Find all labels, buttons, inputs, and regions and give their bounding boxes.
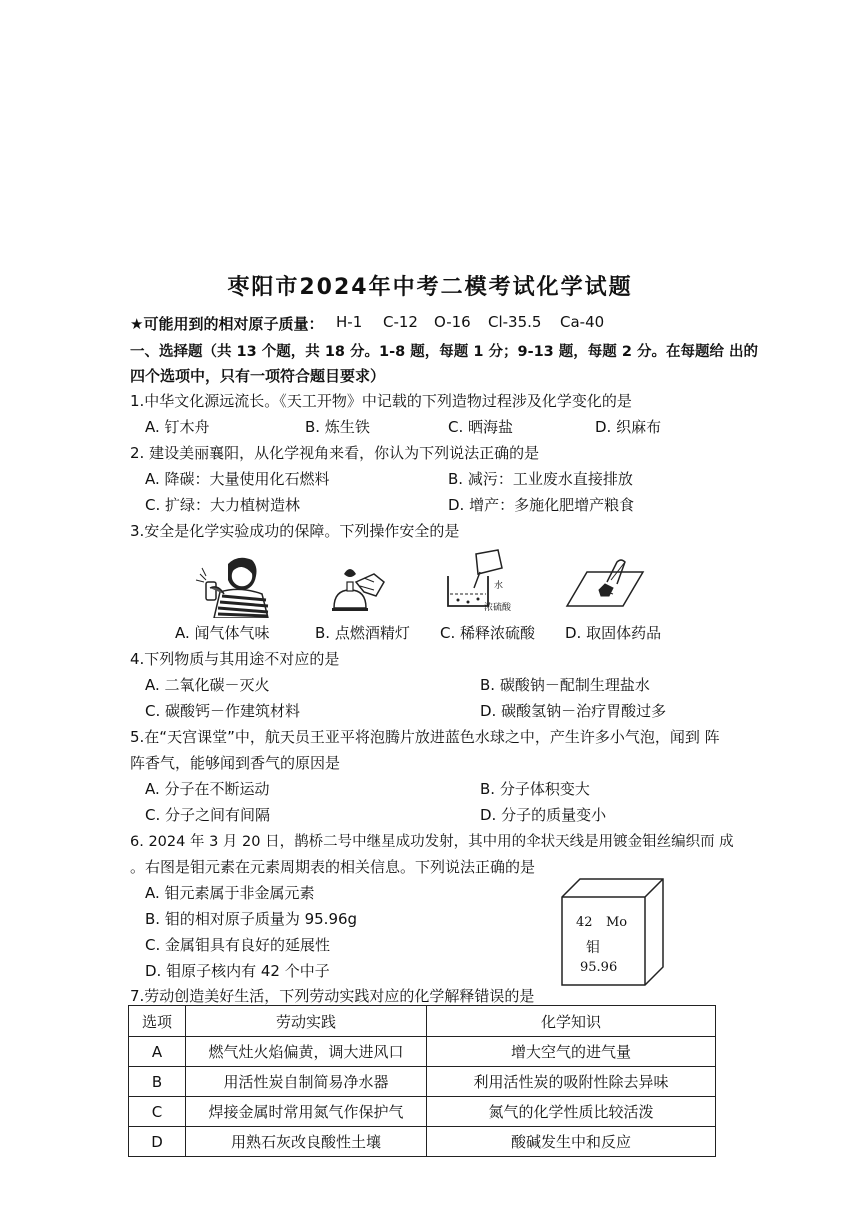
row-option: C	[129, 1097, 186, 1127]
element-name: 钼	[586, 940, 600, 956]
header-practice: 劳动实践	[186, 1006, 427, 1037]
row-knowledge: 增大空气的进气量	[427, 1037, 716, 1067]
q4-option-d: D. 碳酸氢钠－治疗胃酸过多	[480, 702, 667, 720]
q2-stem: 2. 建设美丽襄阳，从化学视角来看，你认为下列说法正确的是	[130, 444, 540, 462]
row-option: B	[129, 1067, 186, 1097]
alcohol-lamp-figure	[320, 560, 390, 616]
q3-stem: 3.安全是化学实验成功的保障。下列操作安全的是	[130, 522, 460, 540]
q3-option-c: C. 稀释浓硫酸	[440, 624, 536, 642]
q4-option-a: A. 二氧化碳－灭火	[145, 676, 270, 694]
q1-stem: 1.中华文化源远流长。《天工开物》中记载的下列造物过程涉及化学变化的是	[130, 392, 632, 410]
atomic-mass-cl: Cl-35.5	[488, 313, 542, 331]
q1-option-c: C. 晒海盐	[448, 418, 514, 436]
row-option: D	[129, 1127, 186, 1157]
atomic-mass-ca: Ca-40	[560, 313, 605, 331]
fig-label-water: 水	[494, 581, 504, 591]
atomic-mass-h: H-1	[336, 313, 363, 331]
q5-option-b: B. 分子体积变大	[480, 780, 590, 798]
atomic-mass-label: ★可能用到的相对原子质量：	[130, 315, 324, 333]
row-knowledge: 氮气的化学性质比较活泼	[427, 1097, 716, 1127]
row-option: A	[129, 1037, 186, 1067]
q5-option-c: C. 分子之间有间隔	[145, 806, 271, 824]
header-option: 选项	[129, 1006, 186, 1037]
element-number: 42	[576, 915, 593, 930]
row-knowledge: 利用活性炭的吸附性除去异味	[427, 1067, 716, 1097]
q6-stem-line2: 。右图是钼元素在元素周期表的相关信息。下列说法正确的是	[130, 858, 536, 876]
table-row	[129, 1127, 716, 1157]
atomic-mass-c: C-12	[383, 313, 418, 331]
q6-stem-line1: 6. 2024 年 3 月 20 日，鹊桥二号中继星成功发射，其中用的伞状天线是用镀金钼丝编织而 成	[130, 834, 734, 850]
q7-table	[128, 1005, 716, 1157]
exam-title: 枣阳市2024年中考二模考试化学试题	[227, 275, 633, 300]
header-knowledge: 化学知识	[427, 1006, 716, 1037]
q3-option-b: B. 点燃酒精灯	[315, 624, 410, 642]
solid-reagent-figure	[565, 556, 645, 614]
q5-stem-line1: 5.在“天宫课堂”中，航天员王亚平将泡腾片放进蓝色水球之中，产生许多小气泡，闻到 阵	[130, 728, 720, 746]
q2-option-d: D. 增产：多施化肥增产粮食	[448, 496, 635, 514]
element-symbol: Mo	[606, 915, 628, 930]
table-header-row	[129, 1006, 716, 1037]
atomic-mass-o: O-16	[434, 313, 471, 331]
q2-option-a: A. 降碳：大量使用化石燃料	[145, 470, 330, 488]
q6-option-d: D. 钼原子核内有 42 个中子	[145, 962, 330, 980]
q6-option-c: C. 金属钼具有良好的延展性	[145, 936, 331, 954]
q4-stem: 4.下列物质与其用途不对应的是	[130, 650, 340, 668]
section-header-line1: 一、选择题（共 13 个题，共 18 分。1-8 题，每题 1 分；9-13 题，每题 2 分。在每题给 出的	[130, 344, 759, 360]
smell-gas-figure	[190, 552, 270, 618]
fig-label-acid: 浓硫酸	[484, 603, 512, 613]
row-practice: 用熟石灰改良酸性土壤	[186, 1127, 427, 1157]
q2-option-b: B. 减污：工业废水直接排放	[448, 470, 633, 488]
q6-option-b: B. 钼的相对原子质量为 95.96g	[145, 910, 358, 928]
q7-stem: 7.劳动创造美好生活，下列劳动实践对应的化学解释错误的是	[130, 987, 535, 1005]
table-row	[129, 1067, 716, 1097]
q5-option-d: D. 分子的质量变小	[480, 806, 607, 824]
q5-stem-line2: 阵香气，能够闻到香气的原因是	[130, 754, 341, 772]
section-header-line2: 四个选项中，只有一项符合题目要求）	[130, 367, 386, 385]
q3-option-d: D. 取固体药品	[565, 624, 662, 642]
q2-option-c: C. 扩绿：大力植树造林	[145, 496, 301, 514]
table-row	[129, 1037, 716, 1067]
row-practice: 燃气灶火焰偏黄，调大进风口	[186, 1037, 427, 1067]
q1-option-d: D. 织麻布	[595, 418, 662, 436]
row-practice: 用活性炭自制简易净水器	[186, 1067, 427, 1097]
q5-option-a: A. 分子在不断运动	[145, 780, 270, 798]
q4-option-b: B. 碳酸钠－配制生理盐水	[480, 676, 650, 694]
q6-option-a: A. 钼元素属于非金属元素	[145, 884, 315, 902]
q1-option-a: A. 钉木舟	[145, 418, 210, 436]
table-row	[129, 1097, 716, 1127]
row-knowledge: 酸碱发生中和反应	[427, 1127, 716, 1157]
q4-option-c: C. 碳酸钙－作建筑材料	[145, 702, 301, 720]
q1-option-b: B. 炼生铁	[305, 418, 370, 436]
row-practice: 焊接金属时常用氮气作保护气	[186, 1097, 427, 1127]
q3-option-a: A. 闻气体气味	[175, 624, 270, 642]
element-mass: 95.96	[580, 960, 618, 975]
